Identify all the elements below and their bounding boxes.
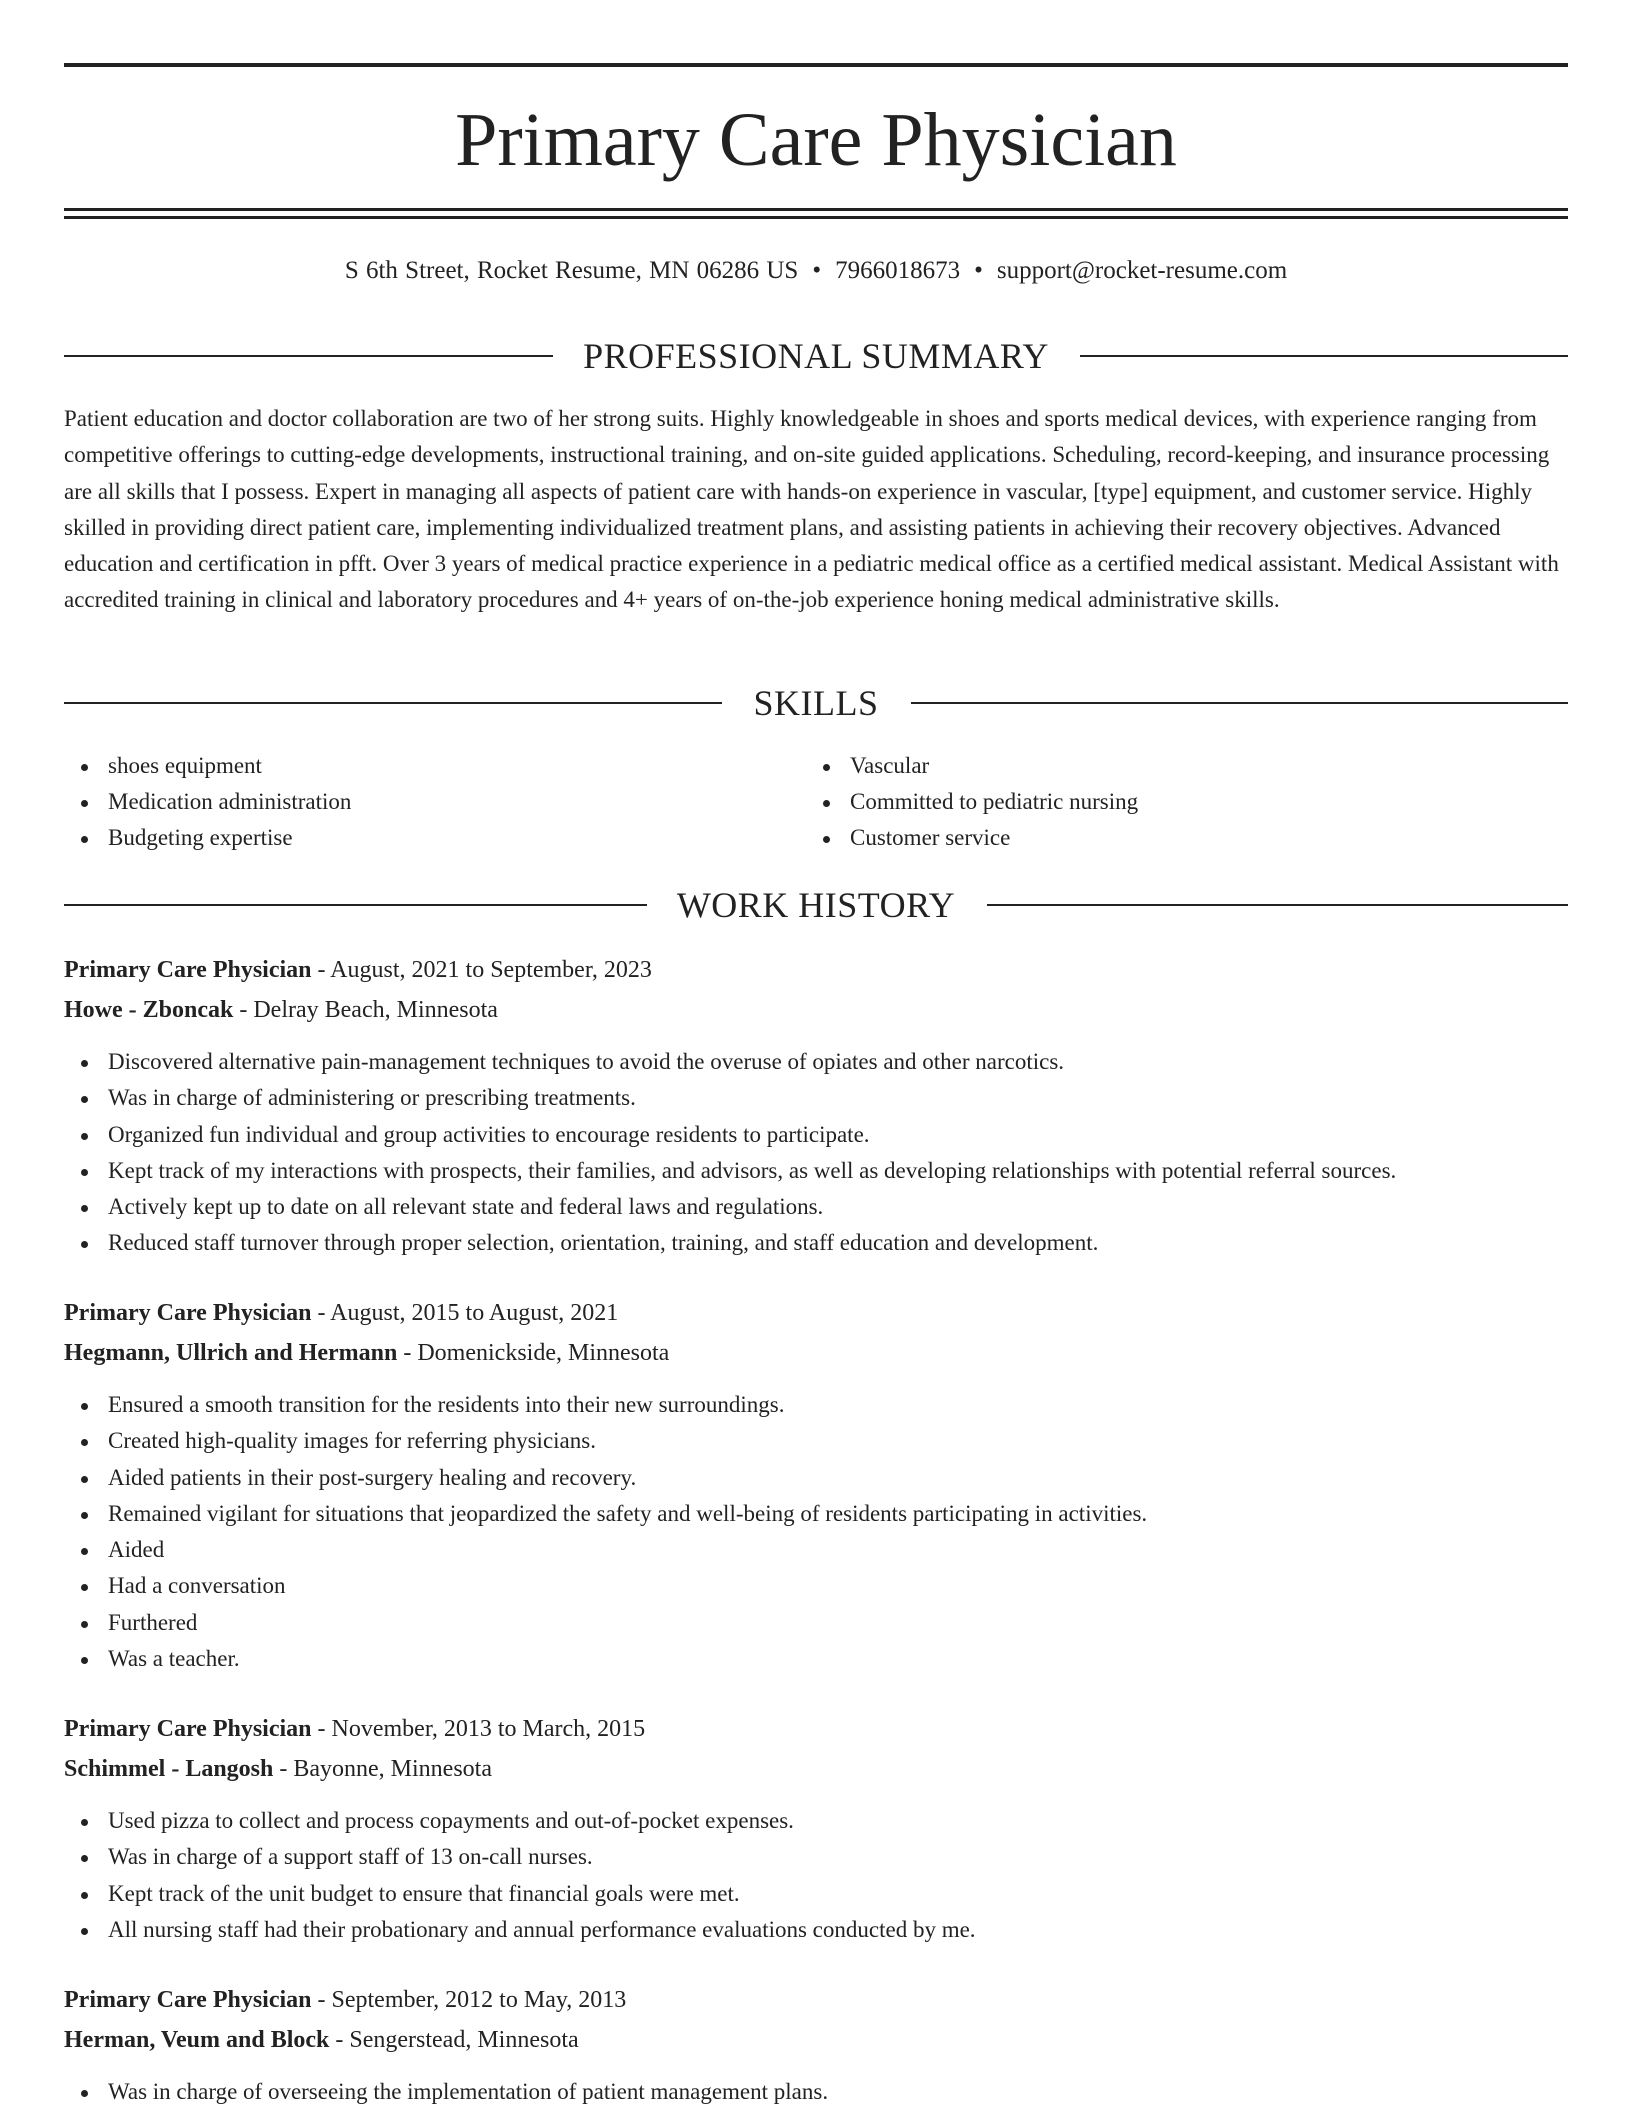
heading-rule-right	[911, 702, 1568, 704]
section-title-work: WORK HISTORY	[676, 885, 956, 925]
job-company: Hegmann, Ullrich and Hermann	[64, 1340, 398, 1366]
job-dates: - August, 2015 to August, 2021	[311, 1300, 619, 1326]
job-company: Herman, Veum and Block	[64, 2027, 330, 2053]
job-bullet: Aided patients in their post-surgery healing and recovery.	[64, 1460, 1568, 1496]
skills-list-left	[64, 748, 764, 856]
contact-line	[64, 254, 1568, 288]
job-bullet: Created high-quality images for referring physicians.	[64, 1423, 1568, 1459]
job-title: Primary Care Physician	[64, 1716, 312, 1742]
job-title: Primary Care Physician	[64, 957, 312, 983]
job-bullet: Furthered	[64, 1605, 1568, 1641]
job-role-line	[64, 950, 1568, 990]
job-location: - Delray Beach, Minnesota	[233, 997, 498, 1023]
contact-separator: •	[812, 257, 822, 284]
job-bullet: Was in charge of overseeing the implementation of patient management plans.	[64, 2074, 1568, 2110]
job-company: Schimmel - Langosh	[64, 1756, 274, 1782]
job-company-line	[64, 1333, 1568, 1373]
contact-email: support@rocket-resume.com	[996, 257, 1288, 284]
job-bullet: Had a conversation	[64, 1568, 1568, 1604]
skill-item: Vascular	[806, 748, 1506, 784]
job-location: - Bayonne, Minnesota	[273, 1756, 492, 1782]
skill-item: Customer service	[806, 820, 1506, 856]
job-location: - Domenickside, Minnesota	[397, 1340, 670, 1366]
job-bullet: Kept track of the unit budget to ensure that financial goals were met.	[64, 1876, 1568, 1912]
job-bullets	[64, 1387, 1568, 1677]
job-role-line	[64, 1293, 1568, 1333]
job-bullet: Organized fun individual and group activities to encourage residents to participate.	[64, 1117, 1568, 1153]
job-bullet: Remained vigilant for situations that jeopardized the safety and well-being of residents participating in activities.	[64, 1496, 1568, 1532]
skill-item: Committed to pediatric nursing	[806, 784, 1506, 820]
job-bullet: Reduced staff turnover through proper selection, orientation, training, and staff education and development.	[64, 1225, 1568, 1261]
job-role-line	[64, 1980, 1568, 2020]
job-bullet: Aided	[64, 1532, 1568, 1568]
job-dates: - September, 2012 to May, 2013	[311, 1987, 627, 2013]
skills-list-right	[806, 748, 1506, 856]
job-dates: - November, 2013 to March, 2015	[311, 1716, 646, 1742]
section-heading-work	[64, 883, 1568, 927]
job-bullet: Ensured a smooth transition for the residents into their new surroundings.	[64, 1387, 1568, 1423]
job-company-line	[64, 990, 1568, 1030]
job-entry	[64, 950, 1568, 1262]
job-entry	[64, 1980, 1568, 2110]
header-double-rule	[64, 208, 1568, 219]
skill-item: Budgeting expertise	[64, 820, 764, 856]
summary-paragraph: Patient education and doctor collaboration are two of her strong suits. Highly knowledgeable in shoes and sports medical devices, with experience ranging from competitive offerings to cutting-edge developments, instructional training, and on-site guided applications. Scheduling, record-keeping, and insurance processing are all skills that I possess. Expert in managing all aspects of patient care with hands-on experience in vascular, [type] equipment, and customer service. Highly skilled in providing direct patient care, implementing individualized treatment plans, and assisting patients in achieving their recovery objectives. Advanced education and certification in pfft. Over 3 years of medical practice experience in a pediatric medical office as a certified medical assistant. Medical Assistant with accredited training in clinical and laboratory procedures and 4+ years of on-the-job experience honing medical administrative skills.	[64, 406, 1559, 613]
resume-title: Primary Care Physician	[455, 98, 1177, 182]
job-company-line	[64, 1749, 1568, 1789]
job-title: Primary Care Physician	[64, 1300, 312, 1326]
heading-rule-right	[987, 904, 1568, 906]
job-bullets	[64, 1803, 1568, 1948]
section-heading-summary	[64, 334, 1568, 378]
job-bullet: Was in charge of administering or prescribing treatments.	[64, 1080, 1568, 1116]
job-bullet: Used pizza to collect and process copayments and out-of-pocket expenses.	[64, 1803, 1568, 1839]
section-title-summary: PROFESSIONAL SUMMARY	[583, 336, 1049, 376]
section-title-skills: SKILLS	[753, 683, 879, 723]
header-top-rule	[64, 63, 1568, 67]
job-location: - Sengerstead, Minnesota	[329, 2027, 579, 2053]
job-bullet: Actively kept up to date on all relevant state and federal laws and regulations.	[64, 1189, 1568, 1225]
job-bullets	[64, 1044, 1568, 1262]
job-bullet: Discovered alternative pain-management techniques to avoid the overuse of opiates and other narcotics.	[64, 1044, 1568, 1080]
job-entry	[64, 1709, 1568, 1948]
job-bullet: Was in charge of a support staff of 13 on-call nurses.	[64, 1839, 1568, 1875]
job-entry	[64, 1293, 1568, 1677]
contact-phone: 7966018673	[835, 257, 961, 284]
section-heading-skills	[64, 681, 1568, 725]
job-bullet: Was a teacher.	[64, 1641, 1568, 1677]
contact-address: S 6th Street, Rocket Resume, MN 06286 US	[344, 257, 799, 284]
job-role-line	[64, 1709, 1568, 1749]
job-company: Howe - Zboncak	[64, 997, 234, 1023]
job-bullet: All nursing staff had their probationary and annual performance evaluations conducted by me.	[64, 1912, 1568, 1948]
contact-separator: •	[974, 257, 983, 284]
job-company-line	[64, 2020, 1568, 2060]
job-bullet: Kept track of my interactions with prospects, their families, and advisors, as well as developing relationships with potential referral sources.	[64, 1153, 1568, 1189]
skill-item: Medication administration	[64, 784, 764, 820]
job-dates: - August, 2021 to September, 2023	[311, 957, 652, 983]
job-bullets	[64, 2074, 1568, 2110]
skill-item: shoes equipment	[64, 748, 764, 784]
job-title: Primary Care Physician	[64, 1987, 312, 2013]
heading-rule-right	[1080, 355, 1568, 357]
